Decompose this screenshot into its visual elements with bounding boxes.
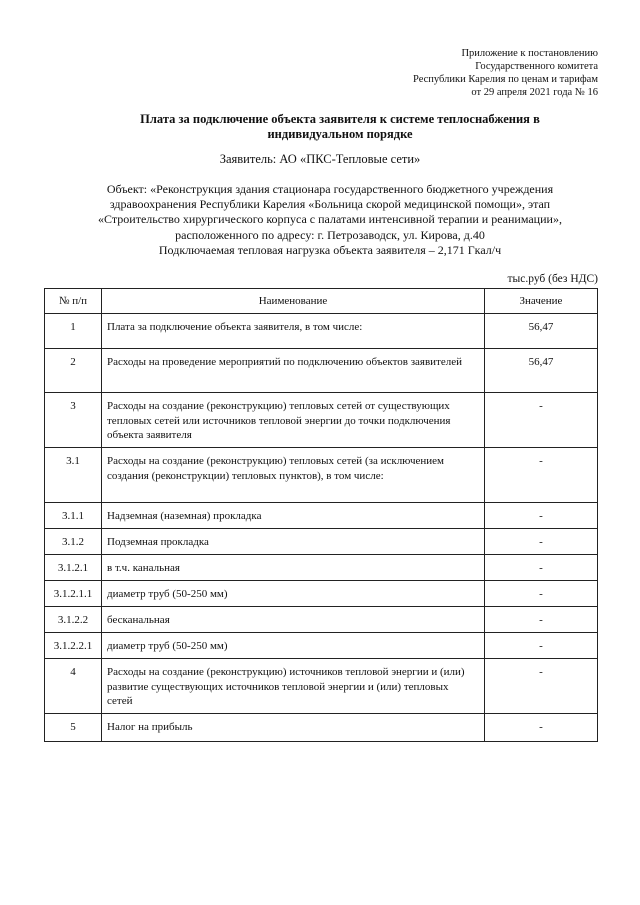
tariff-table [44, 288, 598, 742]
header-number: № п/п [45, 289, 102, 314]
row-number: 3.1 [45, 448, 102, 503]
row-number: 3.1.1 [45, 503, 102, 529]
object-description [60, 182, 600, 258]
object-line: здравоохранения Республики Карелия «Больница скорой медицинской помощи», этап [109, 197, 551, 212]
units-note: тыс.руб (без НДС) [507, 273, 598, 285]
applicant-line: Заявитель: АО «ПКС-Тепловые сети» [219, 152, 421, 166]
row-number: 3.1.2.1.1 [45, 581, 102, 607]
row-number: 5 [45, 714, 102, 742]
row-value: - [485, 581, 598, 607]
table-row [45, 529, 598, 555]
row-name: Расходы на проведение мероприятий по подключению объектов заявителей [102, 349, 485, 393]
title-line: Плата за подключение объекта заявителя к системе теплоснабжения в [140, 112, 540, 126]
appendix-line: Государственного комитета [475, 61, 598, 72]
row-name: Подземная прокладка [102, 529, 485, 555]
row-name: в т.ч. канальная [102, 555, 485, 581]
table-row [45, 503, 598, 529]
row-name: диаметр труб (50-250 мм) [102, 581, 485, 607]
table-row [45, 448, 598, 503]
row-value: 56,47 [485, 349, 598, 393]
row-value: - [485, 555, 598, 581]
appendix-line: от 29 апреля 2021 года № 16 [471, 87, 598, 98]
appendix-note [413, 47, 598, 99]
header-value: Значение [485, 289, 598, 314]
table-row [45, 607, 598, 633]
header-name: Наименование [102, 289, 485, 314]
table-row [45, 349, 598, 393]
row-name: Надземная (наземная) прокладка [102, 503, 485, 529]
row-name: Расходы на создание (реконструкцию) источников тепловой энергии и (или) развитие существующих источников тепловой энергии и (или) тепловых сетей [102, 659, 485, 714]
table-row [45, 581, 598, 607]
row-name: Расходы на создание (реконструкцию) тепловых сетей от существующих тепловых сетей или источников тепловой энергии до точки подключения объекта заявителя [102, 393, 485, 448]
row-name: Налог на прибыль [102, 714, 485, 742]
row-value: - [485, 633, 598, 659]
object-line: «Строительство хирургического корпуса с палатами интенсивной терапии и реанимации», [98, 212, 562, 227]
table-row [45, 393, 598, 448]
row-number: 3.1.2.2 [45, 607, 102, 633]
row-name: Плата за подключение объекта заявителя, в том числе: [102, 314, 485, 349]
table-row [45, 659, 598, 714]
table-row [45, 314, 598, 349]
heat-load-line: Подключаемая тепловая нагрузка объекта заявителя – 2,171 Гкал/ч [158, 242, 502, 257]
row-number: 2 [45, 349, 102, 393]
row-number: 3.1.2.2.1 [45, 633, 102, 659]
object-line: расположенного по адресу: г. Петрозаводск, ул. Кирова, д.40 [175, 227, 485, 242]
row-number: 3.1.2 [45, 529, 102, 555]
row-name: диаметр труб (50-250 мм) [102, 633, 485, 659]
row-value: - [485, 659, 598, 714]
row-value: - [485, 529, 598, 555]
row-value: - [485, 393, 598, 448]
row-name: Расходы на создание (реконструкцию) тепловых сетей (за исключением создания (реконструкции) тепловых пунктов), в том числе: [102, 448, 485, 503]
table-row [45, 714, 598, 742]
row-number: 1 [45, 314, 102, 349]
row-number: 4 [45, 659, 102, 714]
row-number: 3.1.2.1 [45, 555, 102, 581]
appendix-line: Республики Карелия по ценам и тарифам [413, 74, 598, 85]
object-line: Объект: «Реконструкция здания стационара государственного бюджетного учреждения [106, 182, 554, 196]
row-name: бесканальная [102, 607, 485, 633]
row-number: 3 [45, 393, 102, 448]
row-value: - [485, 448, 598, 503]
table-row [45, 555, 598, 581]
table-row [45, 633, 598, 659]
row-value: - [485, 503, 598, 529]
document-title [60, 112, 620, 142]
table-header-row [45, 289, 598, 314]
appendix-line: Приложение к постановлению [461, 48, 598, 59]
row-value: - [485, 714, 598, 742]
title-line: индивидуальном порядке [267, 127, 413, 141]
row-value: - [485, 607, 598, 633]
row-value: 56,47 [485, 314, 598, 349]
